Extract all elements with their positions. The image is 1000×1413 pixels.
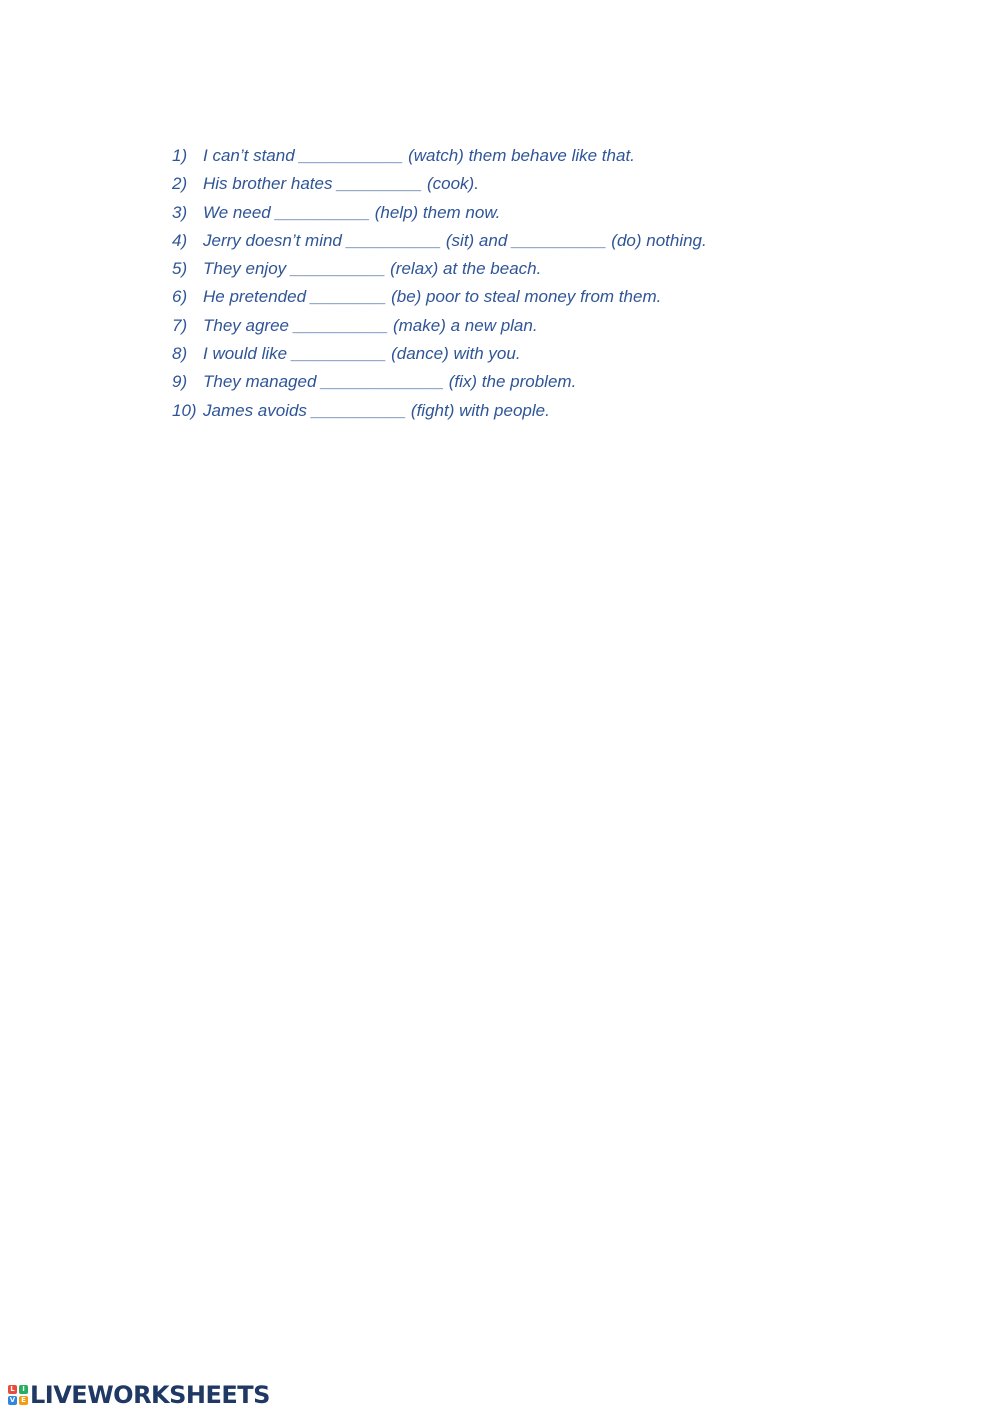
item-number: 4) xyxy=(172,230,188,250)
logo-text: LIVEWORKSHEETS xyxy=(30,1381,270,1409)
exercise-item-5 xyxy=(172,255,872,283)
item-sentence: James avoids __________ (fight) with people. xyxy=(203,400,550,420)
item-number: 8) xyxy=(172,344,188,364)
item-sentence: Jerry doesn’t mind __________ (sit) and __________ (do) nothing. xyxy=(203,230,707,250)
exercise-item-9 xyxy=(172,368,872,396)
item-number: 7) xyxy=(172,315,188,335)
logo-icon xyxy=(8,1385,28,1405)
item-sentence: I can’t stand ___________ (watch) them behave like that. xyxy=(203,146,635,165)
item-sentence: They managed _____________ (fix) the problem. xyxy=(203,372,577,392)
logo-cell: V xyxy=(9,1396,16,1404)
logo-cell: E xyxy=(19,1396,28,1405)
liveworksheets-logo xyxy=(8,1382,270,1408)
exercise-item-10 xyxy=(172,397,872,425)
item-number: 2) xyxy=(172,174,188,194)
exercise-item-7 xyxy=(172,312,872,340)
exercise-item-6 xyxy=(172,283,872,311)
item-sentence: We need __________ (help) them now. xyxy=(203,202,501,222)
item-sentence: He pretended ________ (be) poor to steal money from them. xyxy=(203,287,662,307)
logo-cell: L xyxy=(8,1385,17,1394)
exercise-item-4 xyxy=(172,227,872,255)
logo-cell: I xyxy=(19,1385,28,1394)
exercise-item-1 xyxy=(172,142,872,170)
item-sentence: They enjoy __________ (relax) at the beach. xyxy=(203,259,542,279)
item-sentence: I would like __________ (dance) with you. xyxy=(203,344,521,364)
exercise-item-2 xyxy=(172,170,872,198)
item-number: 6) xyxy=(172,287,188,307)
item-number: 10) xyxy=(172,400,197,420)
item-number: 3) xyxy=(172,202,188,222)
item-sentence: They agree __________ (make) a new plan. xyxy=(203,315,538,335)
item-number: 5) xyxy=(172,259,188,279)
exercise-item-8 xyxy=(172,340,872,368)
item-number: 9) xyxy=(172,372,188,392)
exercise-item-3 xyxy=(172,199,872,227)
exercise-list xyxy=(172,142,872,425)
item-number: 1) xyxy=(172,146,188,165)
item-sentence: His brother hates _________ (cook). xyxy=(203,174,479,194)
